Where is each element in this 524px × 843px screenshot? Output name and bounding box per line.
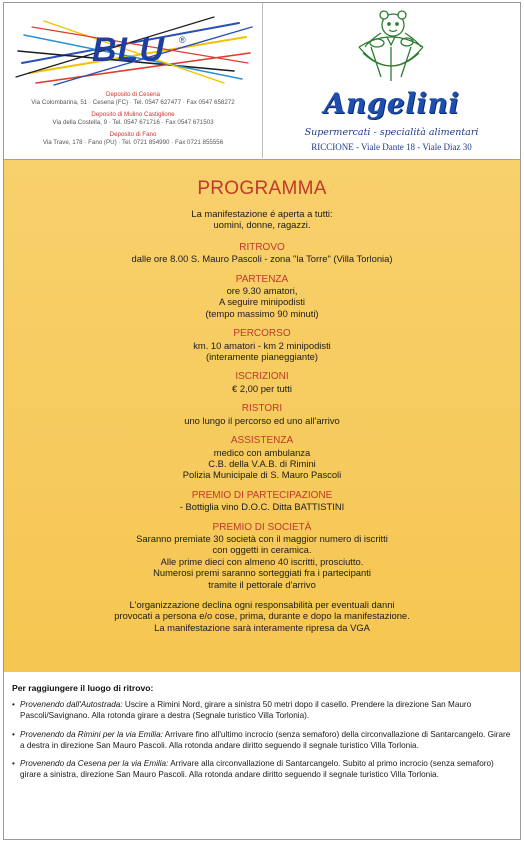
section-line: A seguire minipodisti [219,296,305,308]
intro-line: uomini, donne, ragazzi. [213,219,311,231]
blu-depot-cesena [4,91,262,107]
section-heading: PARTENZA [235,273,289,285]
directions-list [12,699,512,788]
section-heading: PREMIO DI PARTECIPAZIONE [191,489,333,501]
section-line: Numerosi premi saranno sorteggiati fra i partecipanti [153,567,371,579]
section-line: - Bottiglia vino D.O.C. Ditta BATTISTINI [179,501,345,513]
section-line: tramite il pettorale d'arrivo [208,578,316,590]
direction-text: Arrivare fino all'ultimo incrocio (senza semaforo) della circonvallazione di Santarcangelo. Girare a destra in direzione San Mauro Pascoli. Alla rotonda andare diritto seguendo il segnale turistico Villa Torlonia. [20,729,511,750]
section-heading: RITROVO [239,241,285,253]
blu-depot-fano [4,131,262,147]
section-assistenza [4,435,520,481]
disclaimer-line: provocati a persona e/o cose, prima, durante e dopo la manifestazione. [114,610,410,622]
section-ristori [4,403,520,426]
disclaimer [4,599,520,633]
section-percorso [4,328,520,362]
angelini-tagline: Supermercati - specialità alimentari [304,127,479,138]
section-iscrizioni [4,371,520,394]
direction-text: Uscire a Rimini Nord, girare a sinistra 50 metri dopo il casello. Prendere la direzione San Mauro Pascoli/Savignano. Alla rotonda girare a destra (Segnale turistico Villa Torlonia). [20,700,472,721]
depot-address: Via Trave, 178 · Fano (PU) · Tel. 0721 854990 · Fax 0721 855556 [42,139,224,146]
programme-body [4,208,520,633]
directions-panel [4,672,520,839]
angelini-sponsor-panel [263,3,520,158]
section-line: uno lungo il percorso ed uno all'arrivo [184,414,340,426]
directions-title: Per raggiungere il luogo di ritrovo: [12,683,154,693]
flyer-sheet [3,2,521,840]
section-line: (interamente pianeggiante) [205,351,319,363]
programme-panel [4,159,520,673]
section-line: C.B. della V.A.B. di Rimini [208,457,316,469]
section-heading: PREMIO DI SOCIETÀ [212,521,312,533]
bear-mascot-icon [341,7,441,87]
section-line: Saranno premiate 30 società con il maggior numero di iscritti [136,532,388,544]
disclaimer-line: La manifestazione sarà interamente ripresa da VGA [154,621,370,633]
section-heading: RISTORI [241,403,283,415]
section-ritrovo [4,242,520,265]
sponsor-header [4,3,520,158]
direction-item-autostrada [12,699,512,722]
disclaimer-line: L'organizzazione declina ogni responsabilità per eventuali danni [129,598,395,610]
direction-route: Provenendo da Rimini per la via Emilia: [20,729,163,739]
section-line: Alle prime dieci con almeno 40 iscritti, prosciutto. [160,555,364,567]
section-partenza [4,274,520,320]
blu-sponsor-panel [4,3,263,158]
blu-depot-castiglione [4,111,262,127]
direction-route: Provenendo dall'Autostrada: [20,700,123,709]
depot-address: Via Colombarina, 51 · Cesena (FC) · Tel. 0547 627477 · Fax 0547 658272 [31,99,235,106]
section-line: con oggetti in ceramica. [212,544,312,556]
section-line: € 2,00 per tutti [232,382,292,394]
section-premio-societa [4,522,520,590]
programme-intro [4,208,520,231]
section-heading: ASSISTENZA [230,435,294,447]
section-line: Polizia Municipale di S. Mauro Pascoli [182,469,342,481]
depot-name: Deposito di Mulino Castiglione [91,111,175,118]
angelini-logo: Angelini [323,87,460,120]
intro-line: La manifestazione é aperta a tutti: [191,208,333,219]
depot-name: Deposito di Cesena [105,91,160,98]
section-line: medico con ambulanza [213,446,311,458]
angelini-address: RICCIONE - Viale Dante 18 - Viale Diaz 30 [311,142,472,152]
direction-route: Provenendo da Cesena per la via Emilia: [20,759,169,769]
direction-item-rimini [12,729,512,752]
section-heading: ISCRIZIONI [235,371,289,383]
section-heading: PERCORSO [233,328,291,340]
depot-address: Via della Costella, 9 · Tel. 0547 671716 · Fax 0547 671503 [52,119,214,126]
depot-name: Deposito di Fano [109,131,157,138]
direction-item-cesena [12,758,512,781]
section-premio-partecipazione [4,490,520,513]
section-line: dalle ore 8.00 S. Mauro Pascoli - zona "la Torre" (Villa Torlonia) [131,253,393,265]
section-line: (tempo massimo 90 minuti) [205,307,319,319]
blu-registered-mark: ® [179,35,186,45]
direction-text: Arrivare alla circonvallazione di Santarcangelo. Subito al primo incrocio (senza semaforo) girare a sinistra, direzione San Mauro Pascoli. Alla rotonda andare diritto seguendo il segnale turistico Villa Torlonia. [20,759,494,780]
section-line: km. 10 amatori - km 2 minipodisti [193,339,331,351]
section-line: ore 9.30 amatori, [226,285,298,297]
programme-title: PROGRAMMA [197,178,327,199]
blu-logo: BLU [92,31,165,69]
